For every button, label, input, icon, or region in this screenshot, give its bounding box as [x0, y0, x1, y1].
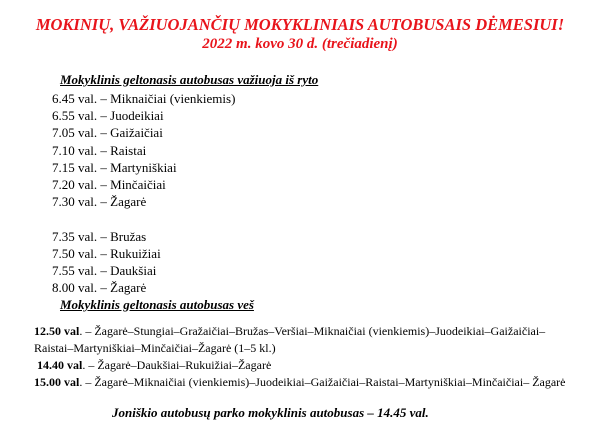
schedule-row: 7.30 val. – Žagarė [52, 194, 147, 210]
trip-route-continuation: Raistai–Martyniškiai–Minčaičiai–Žagarė (1–5 kl.) [34, 341, 276, 355]
morning-heading: Mokyklinis geltonasis autobusas važiuoja iš ryto [60, 72, 319, 87]
morning-schedule [52, 90, 235, 296]
afternoon-trips [34, 323, 566, 391]
schedule-row: 7.10 val. – Raistai [52, 142, 147, 158]
trip-route: . – Žagarė–Miknaičiai (vienkiemis)–Juodeikiai–Gaižaičiai–Raistai–Martyniškiai–Minčaičiai– Žagarė [79, 375, 566, 389]
trip-time: 14.40 val [37, 358, 83, 372]
schedule-row: 7.55 val. – Daukšiai [52, 263, 157, 279]
page-title: MOKINIŲ, VAŽIUOJANČIŲ MOKYKLINIAIS AUTOBUSAIS DĖMESIUI! [35, 15, 565, 34]
trip-time: 12.50 val [34, 324, 80, 338]
schedule-row: 6.45 val. – Miknaičiai (vienkiemis) [52, 91, 236, 106]
date-subtitle: 2022 m. kovo 30 d. (trečiadienį) [202, 36, 398, 52]
footer-note: Joniškio autobusų parko mokyklinis autobusas – 14.45 val. [112, 405, 429, 420]
schedule-row: 7.05 val. – Gaižaičiai [52, 125, 163, 141]
trip-time: 15.00 val [34, 375, 80, 389]
schedule-row: 8.00 val. – Žagarė [52, 280, 147, 296]
schedule-row: 7.35 val. – Bružas [52, 228, 147, 244]
schedule-row: 7.20 val. – Minčaičiai [52, 177, 166, 193]
schedule-row: 7.15 val. – Martyniškiai [52, 159, 177, 175]
trip-row [34, 323, 566, 340]
trip-row [34, 374, 566, 391]
afternoon-heading: Mokyklinis geltonasis autobusas veš [60, 297, 254, 312]
schedule-row: 7.50 val. – Rukuižiai [52, 245, 161, 261]
trip-route: . – Žagarė–Stungiai–Gražaičiai–Bružas–Veršiai–Miknaičiai (vienkiemis)–Juodeikiai–Gaižaičiai– [79, 324, 546, 338]
trip-route: . – Žagarė–Daukšiai–Rukuižiai–Žagarė [82, 358, 272, 372]
group-gap [52, 210, 235, 227]
trip-row [34, 357, 566, 374]
schedule-row: 6.55 val. – Juodeikiai [52, 108, 164, 124]
